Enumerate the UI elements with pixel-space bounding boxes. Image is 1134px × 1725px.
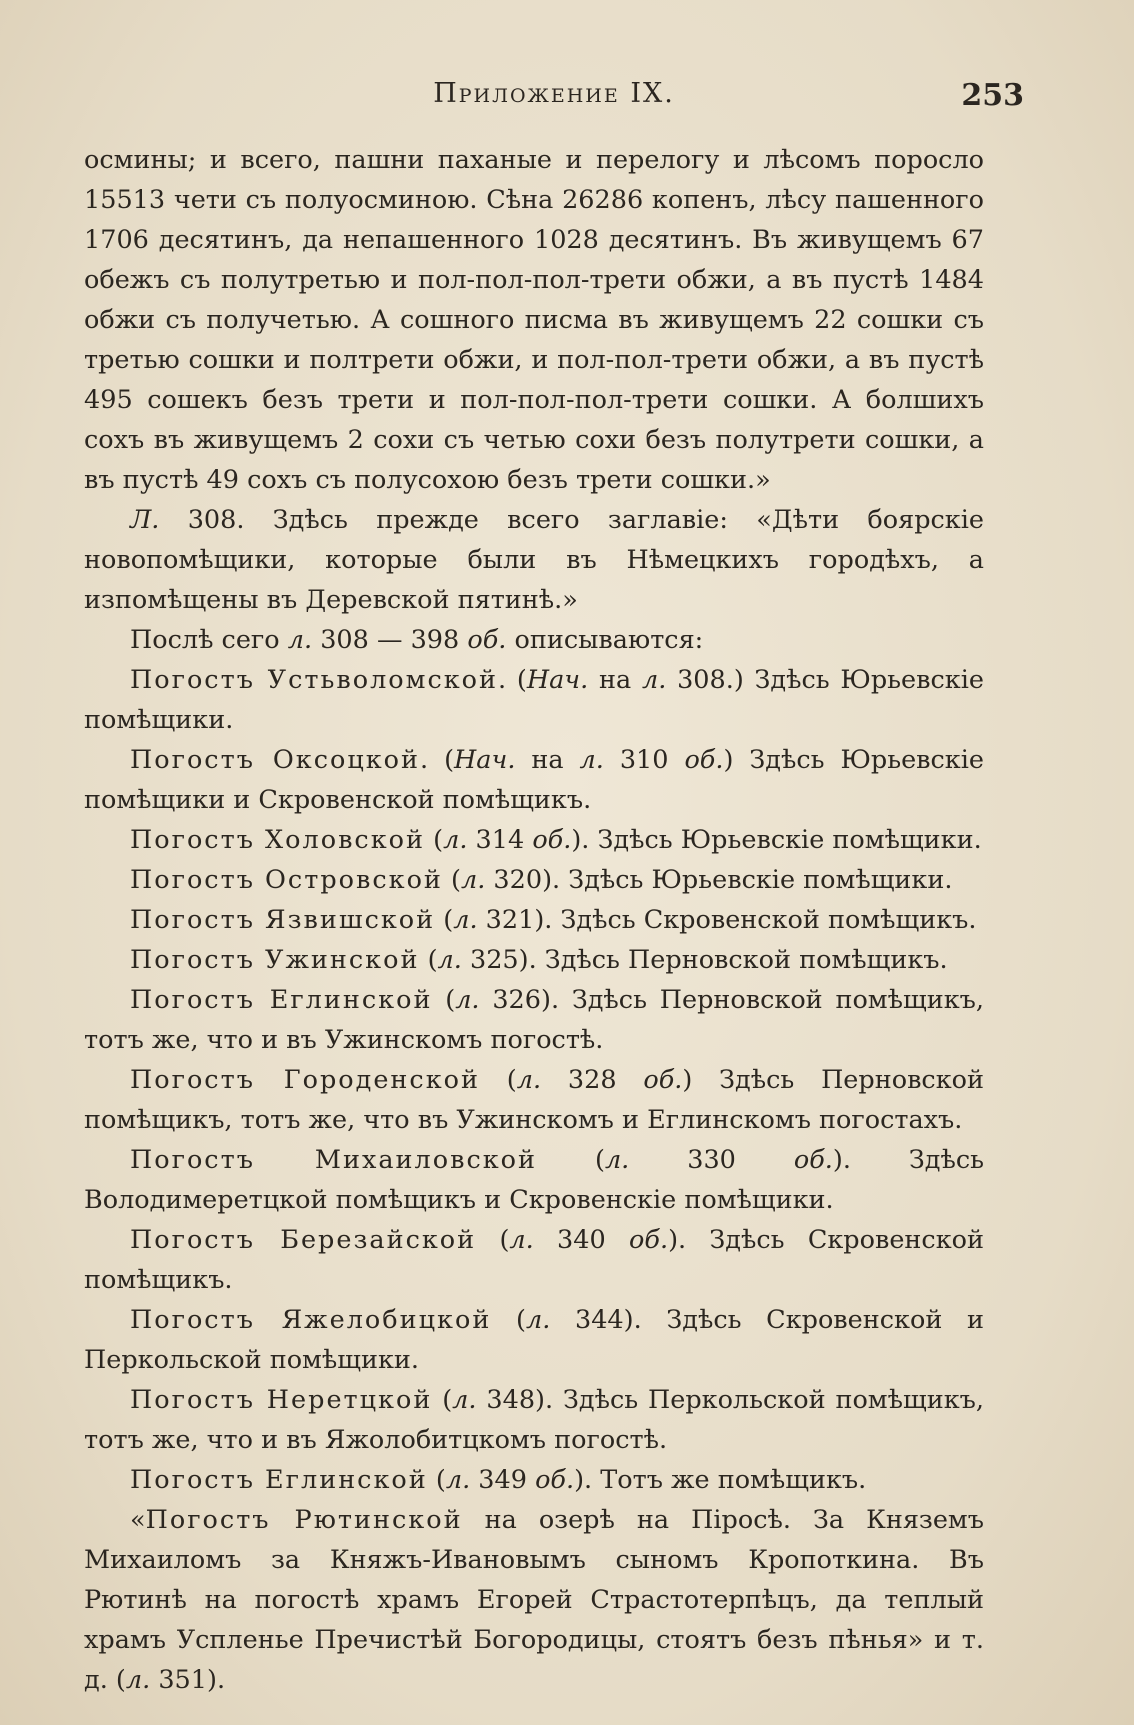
- place-name: Погостъ Островской: [130, 865, 443, 895]
- text-run: ). Тотъ же помѣщикъ.: [574, 1465, 867, 1495]
- place-name: Погостъ Рютинской: [145, 1505, 463, 1535]
- place-name: Погостъ Холовской: [130, 825, 426, 855]
- text-run: 325). Здѣсь Перновской помѣщикъ.: [461, 945, 948, 975]
- paragraph-p2: [84, 500, 984, 620]
- place-name: Погостъ Устьволомской: [130, 665, 499, 695]
- italic-abbrev: л.: [604, 1145, 630, 1175]
- italic-abbrev: Л.: [130, 505, 160, 535]
- place-name: Погостъ Михаиловской: [130, 1145, 538, 1175]
- place-name: Погостъ Оксоцкой: [130, 745, 421, 775]
- text-run: осмины; и всего, пашни паханые и перелогу и лѣсомъ поросло 15513 чети съ полуосминою. Сѣна 26286 копенъ, лѣсу пашенного 1706 десятинъ, да непашенного 1028 десятинъ. Въ живущемъ 67 обежъ съ полутретью и пол-пол-пол-трети обжи, а въ пустѣ 1484 обжи съ получетью. А сошного писма въ живущемъ 22 сошки съ третью сошки и полтрети обжи, и пол-пол-трети обжи, а въ пустѣ 495 сошекъ безъ трети и пол-пол-пол-трети сошки. А болшихъ сохъ въ живущемъ 2 сохи съ четью сохи безъ полутрети сошки, а въ пустѣ 49 сохъ съ полусохою безъ трети сошки.»: [84, 145, 984, 495]
- paragraph-p17: [84, 1500, 984, 1700]
- text-run: «: [130, 1505, 146, 1535]
- text-run: 326). Здѣсь Перновской помѣщикъ, тотъ же, что и въ Ужинскомъ погостѣ.: [84, 985, 984, 1055]
- paragraph-p4: [84, 660, 984, 740]
- text-run: 348). Здѣсь Перкольской помѣщикъ, тотъ же, что и въ Яжолобитцкомъ погостѣ.: [84, 1385, 984, 1455]
- text-run: (: [432, 1385, 453, 1415]
- italic-abbrev: об.: [643, 1065, 683, 1095]
- paragraph-p12: [84, 1140, 984, 1220]
- text-run: (: [419, 945, 438, 975]
- italic-abbrev: л.: [125, 1665, 151, 1695]
- text-run: на озерѣ на Піросѣ. За Княземъ Михаиломъ за Княжъ-Ивановымъ сыномъ Кропоткина. Въ Рютинѣ на погостѣ храмъ Егорей Страстотерпѣцъ, да теплый храмъ Успленье Пречистѣй Богородицы, стоятъ безъ пѣнья» и т. д. (: [84, 1505, 984, 1695]
- running-header: [84, 78, 1024, 118]
- text-run: описываются:: [506, 625, 704, 655]
- text-run: 314: [467, 825, 533, 855]
- text-run: 308 — 398: [312, 625, 468, 655]
- text-run: (: [476, 1225, 510, 1255]
- text-run: Послѣ сего: [130, 625, 288, 655]
- text-run: (: [491, 1305, 526, 1335]
- text-run: (: [537, 1145, 605, 1175]
- place-name: Погостъ Неретцкой: [130, 1385, 433, 1415]
- place-name: Погостъ Яжелобицкой: [130, 1305, 492, 1335]
- italic-abbrev: л.: [579, 745, 604, 775]
- text-run: (: [479, 1065, 517, 1095]
- text-run: на: [515, 745, 580, 775]
- text-run: (: [442, 865, 461, 895]
- paragraph-p16: [84, 1460, 984, 1500]
- italic-abbrev: л.: [453, 905, 478, 935]
- text-run: ) Здѣсь Перновской помѣщикъ, тотъ же, что въ Ужинскомъ и Еглинскомъ погостахъ.: [84, 1065, 984, 1135]
- text-run: . (: [498, 665, 527, 695]
- paragraph-p3: [84, 620, 984, 660]
- text-run: ). Здѣсь Володимеретцкой помѣщикъ и Скровенскіе помѣщики.: [84, 1145, 985, 1215]
- italic-abbrev: л.: [509, 1225, 534, 1255]
- header-title: Приложение IX.: [433, 78, 675, 109]
- italic-abbrev: л.: [641, 665, 667, 695]
- page-number: 253: [961, 78, 1024, 113]
- italic-abbrev: об.: [793, 1145, 833, 1175]
- body-text: [84, 140, 984, 1700]
- paragraph-p6: [84, 820, 984, 860]
- text-run: ) Здѣсь Юрьевскіе помѣщики и Скровенской помѣщикъ.: [84, 745, 984, 815]
- italic-abbrev: об.: [467, 625, 507, 655]
- text-run: ). Здѣсь Скровенской помѣщикъ.: [84, 1225, 984, 1295]
- italic-abbrev: об.: [629, 1225, 669, 1255]
- text-run: 344). Здѣсь Скровенской и Перкольской помѣщики.: [84, 1305, 984, 1375]
- text-run: (: [432, 985, 456, 1015]
- text-run: 308.) Здѣсь Юрьевскіе помѣщики.: [84, 665, 984, 735]
- italic-abbrev: л.: [443, 825, 468, 855]
- place-name: Погостъ Ужинской: [130, 945, 420, 975]
- text-run: 310: [603, 745, 685, 775]
- paragraph-p11: [84, 1060, 984, 1140]
- italic-abbrev: об.: [684, 745, 724, 775]
- paragraph-p10: [84, 980, 984, 1060]
- paragraph-p1: [84, 140, 984, 500]
- text-run: 308. Здѣсь прежде всего заглавіе: «Дѣти боярскіе новопомѣщики, которые были въ Нѣмецкихъ городѣхъ, а изпомѣщены въ Деревской пятинѣ.»: [84, 505, 984, 615]
- italic-abbrev: Нач.: [526, 665, 589, 695]
- text-run: 328: [541, 1065, 644, 1095]
- text-run: 349: [470, 1465, 536, 1495]
- paragraph-p13: [84, 1220, 984, 1300]
- paragraph-p7: [84, 860, 984, 900]
- place-name: Погостъ Городенской: [130, 1065, 480, 1095]
- paragraph-p15: [84, 1380, 984, 1460]
- paragraph-p8: [84, 900, 984, 940]
- italic-abbrev: л.: [445, 1465, 471, 1495]
- italic-abbrev: л.: [516, 1065, 542, 1095]
- italic-abbrev: л.: [452, 1385, 477, 1415]
- italic-abbrev: об.: [535, 1465, 575, 1495]
- text-run: 340: [533, 1225, 630, 1255]
- text-run: (: [435, 905, 454, 935]
- text-run: 330: [629, 1145, 794, 1175]
- text-run: ). Здѣсь Юрьевскіе помѣщики.: [571, 825, 982, 855]
- italic-abbrev: л.: [525, 1305, 551, 1335]
- place-name: Погостъ Еглинской: [130, 1465, 428, 1495]
- place-name: Погостъ Еглинской: [130, 985, 433, 1015]
- text-run: 321). Здѣсь Скровенской помѣщикъ.: [477, 905, 977, 935]
- italic-abbrev: об.: [532, 825, 572, 855]
- text-run: (: [427, 1465, 446, 1495]
- italic-abbrev: л.: [455, 985, 480, 1015]
- text-run: (: [425, 825, 444, 855]
- place-name: Погостъ Язвишской: [130, 905, 436, 935]
- paragraph-p5: [84, 740, 984, 820]
- text-run: 320). Здѣсь Юрьевскіе помѣщики.: [485, 865, 953, 895]
- paragraph-p9: [84, 940, 984, 980]
- text-run: на: [588, 665, 642, 695]
- text-run: . (: [420, 745, 455, 775]
- italic-abbrev: л.: [437, 945, 462, 975]
- place-name: Погостъ Березайской: [130, 1225, 477, 1255]
- italic-abbrev: л.: [460, 865, 486, 895]
- italic-abbrev: Нач.: [454, 745, 516, 775]
- paragraph-p14: [84, 1300, 984, 1380]
- italic-abbrev: л.: [287, 625, 313, 655]
- text-run: 351).: [150, 1665, 226, 1695]
